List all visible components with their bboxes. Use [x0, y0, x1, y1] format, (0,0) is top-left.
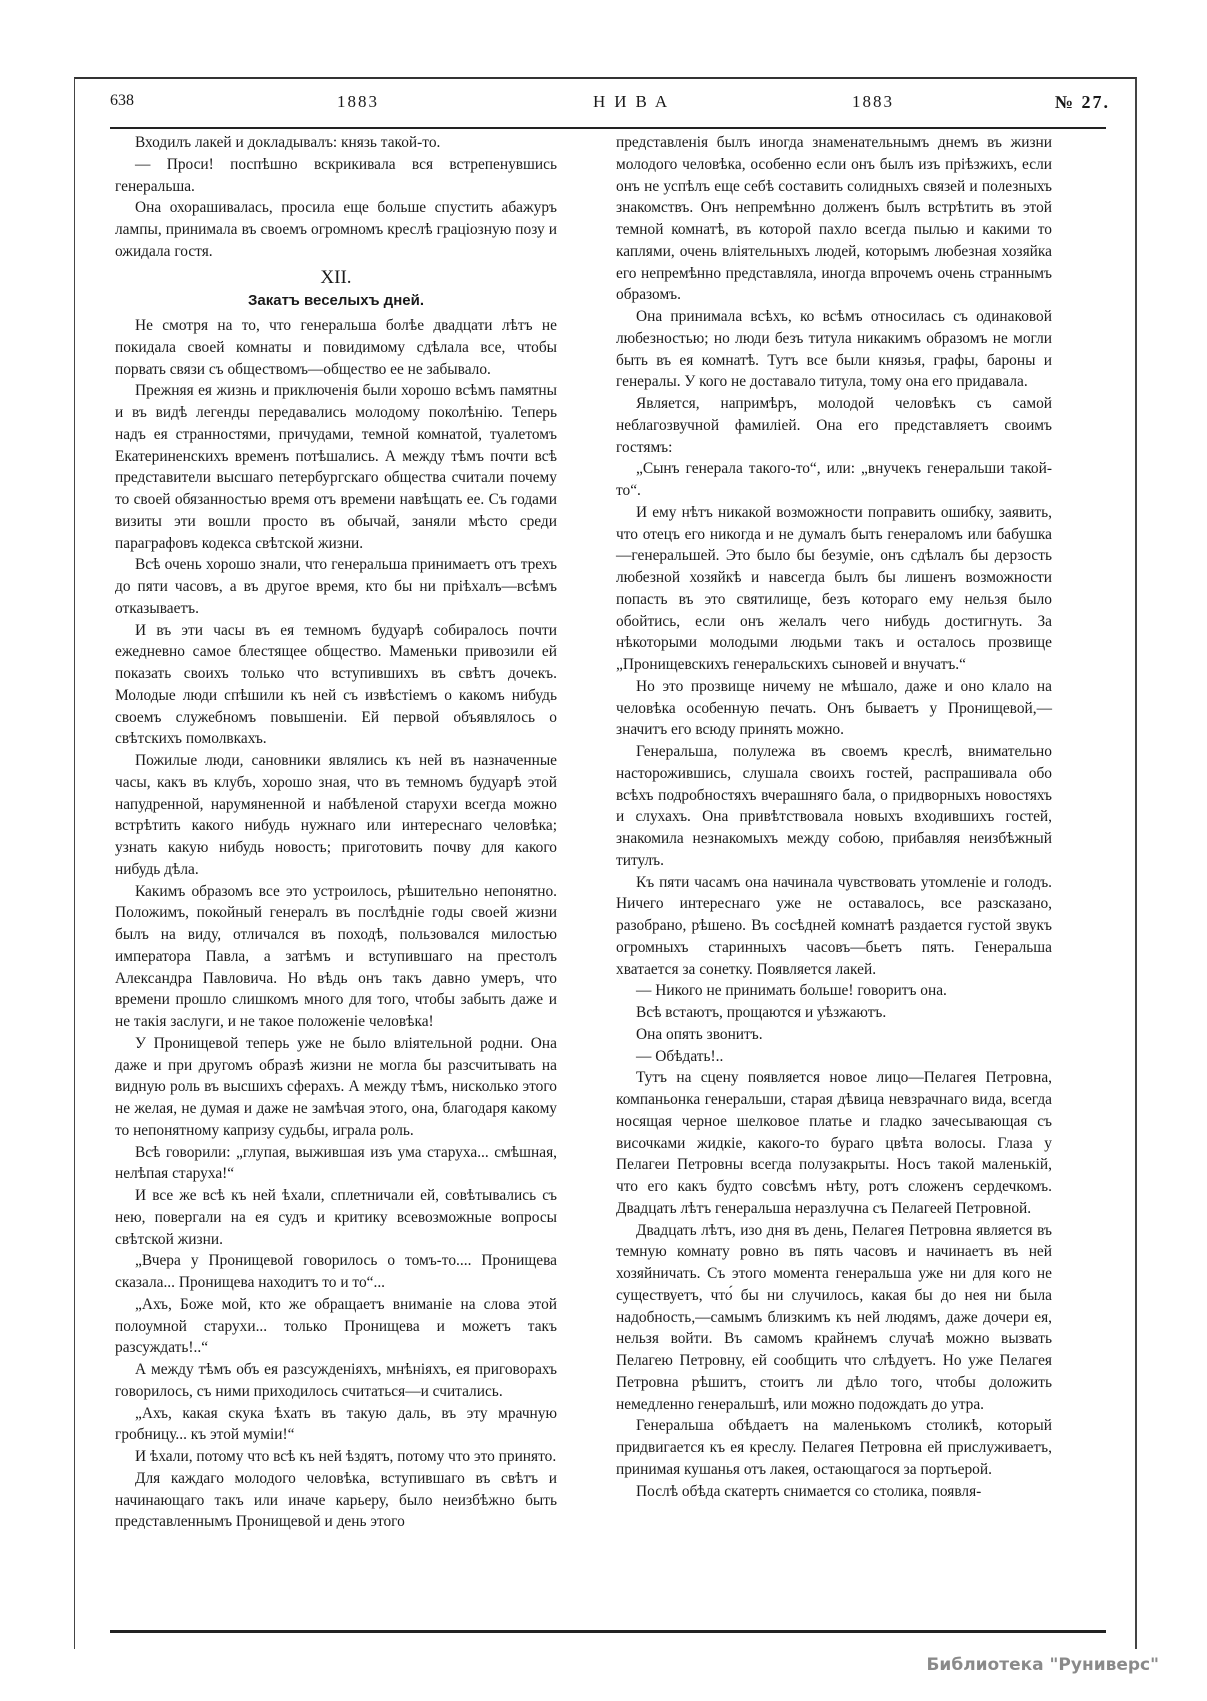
paragraph: Всѣ говорили: „глупая, выжившая изъ ума старуха... смѣшная, нелѣпая старуха!“: [115, 1143, 557, 1183]
paragraph: Она принимала всѣхъ, ко всѣмъ относилась съ одинаковой любезностью; но люди безъ титула никакимъ образомъ не могли быть въ ея комнатѣ. Тутъ все были князья, графы, бароны и генералы. У кого не доставало титула, тому она его придавала.: [616, 308, 1052, 391]
left-column: [115, 132, 557, 1533]
paragraph: Тутъ на сцену появляется новое лицо—Пелагея Петровна, компаньонка генеральши, старая дѣвица невзрачнаго вида, всегда носящая черное шелковое платье и гладко зачесывающая съ височками жидкіе, какого-то бураго цвѣта волосы. Глаза у Пелагеи Петровны всегда полузакрыты. Носъ такой маленькій, что его какъ будто совсѣмъ нѣту, ротъ сложенъ сердечкомъ. Двадцать лѣтъ генеральша неразлучна съ Пелагеей Петровной.: [616, 1069, 1052, 1217]
paragraph: И ѣхали, потому что всѣ къ ней ѣздятъ, потому что это принято.: [135, 1448, 557, 1465]
paragraph: И ему нѣтъ никакой возможности поправить ошибку, заявить, что отецъ его никогда и не думалъ быть генераломъ или бабушка—генеральшей. Это было бы безуміе, онъ сдѣлалъ бы дерзость любезной хозяйкѣ и навсегда былъ бы лишенъ возможности попасть въ это святилище, безъ котораго ему нельзя было обойтись, если онъ желалъ чего нибудь достигнуть. За нѣкоторыми молодыми людьми такъ и осталось прозвище „Пронищевскихъ генеральскихъ сыновей и внучатъ.“: [616, 503, 1052, 673]
paragraph: У Пронищевой теперь уже не было вліятельной родни. Она даже и при другомъ образѣ жизни не могла бы разсчитывать на видную роль въ высшихъ сферахъ. А между тѣмъ, нисколько этого не желая, не думая и даже не замѣчая этого, она, благодаря какому то непонятному капризу судьбы, играла роль.: [115, 1034, 557, 1139]
issue-number: № 27.: [1054, 92, 1110, 112]
paragraph: Генеральша обѣдаетъ на маленькомъ столикѣ, который придвигается къ ея креслу. Пелагея Петровна ей прислуживаетъ, принимая кушанья отъ лакея, остающагося за портьерой.: [616, 1417, 1052, 1478]
paragraph: Генеральша, полулежа въ своемъ креслѣ, внимательно насторожившись, слушала своихъ гостей, распрашивала обо всѣхъ подробностяхъ вчерашняго бала, о придворныхъ новостяхъ и слухахъ. Она привѣтствовала новыхъ входившихъ гостей, знакомила незнакомыхъ между собою, прибавляя неизбѣжный титулъ.: [616, 743, 1052, 869]
chapter-title: Закатъ веселыхъ дней.: [248, 292, 424, 310]
paragraph: Какимъ образомъ все это устроилось, рѣшительно непонятно. Положимъ, покойный генералъ въ послѣдніе годы своей жизни былъ на виду, отличался въ походѣ, пользовался милостью императора Павла, а затѣмъ и вступившаго на престолъ Александра Павловича. Но вѣдь онъ такъ давно умеръ, что времени прошло слишкомъ много для того, чтобы забыть даже и не такія заслуги, и не такое положеніе человѣка!: [115, 882, 557, 1030]
paragraph: Пожилые люди, сановники являлись къ ней въ назначенные часы, какъ въ клубъ, хорошо зная, что въ темномъ будуарѣ этой напудренной, нарумяненной и набѣленой старухи всегда можно встрѣтить какого нибудь нужнаго или интереснаго человѣка; узнать какую нибудь новость; приготовить почву для какого нибудь дѣла.: [115, 752, 557, 878]
paragraph: Всѣ встаютъ, прощаются и уѣзжаютъ.: [636, 1004, 887, 1021]
paragraph: Къ пяти часамъ она начинала чувствовать утомленіе и голодъ. Ничего интереснаго уже не оставалось, все разсказано, разобрано, рѣшено. Въ сосѣдней комнатѣ раздается густой звукъ огромныхъ старинныхъ часовъ—бьетъ пять. Генеральша хватается за сонетку. Появляется лакей.: [616, 873, 1052, 978]
paragraph: Она охорашивалась, просила еще больше спустить абажуръ лампы, принимала въ своемъ огромномъ креслѣ граціозную позу и ожидала гостя.: [115, 199, 557, 260]
paragraph: „Ахъ, какая скука ѣхать въ такую даль, въ эту мрачную гробницу... къ этой муміи!“: [115, 1404, 557, 1444]
right-column: [616, 132, 1052, 1502]
paragraph: А между тѣмъ объ ея разсужденіяхъ, мнѣніяхъ, ея приговорахъ говорилось, съ ними приходилось считаться—и считались.: [115, 1361, 557, 1400]
magazine-title: НИВА: [593, 92, 677, 111]
paragraph: „Сынъ генерала такого-то“, или: „внучекъ генеральши такой-то“.: [616, 460, 1052, 499]
paragraph: Входилъ лакей и докладывалъ: князь такой-то.: [135, 134, 441, 151]
paragraph-continuation: представленія былъ иногда знаменательнымъ днемъ въ жизни молодого человѣка, особенно если онъ былъ изъ пріѣзжихъ, если онъ не успѣлъ еще себѣ составить солидныхъ связей и полезныхъ знакомствъ. Онъ непремѣнно долженъ былъ встрѣтить въ этой темной комнатѣ, въ которой пахло всегда пылью и какими то каплями, очень вліятельныхъ людей, которымъ любезная хозяйка его непремѣнно представляла, иногда впрочемъ очень страннымъ образомъ.: [616, 134, 1052, 304]
paragraph: Не смотря на то, что генеральша болѣе двадцати лѣтъ не покидала своей комнаты и повидимому сдѣлала все, чтобы порвать связи съ обществомъ—общество ее не забывало.: [115, 317, 557, 378]
paragraph: Всѣ очень хорошо знали, что генеральша принимаетъ отъ трехъ до пяти часовъ, а въ другое время, кто бы ни пріѣхалъ—всѣмъ отказываетъ.: [115, 556, 557, 617]
paragraph: Послѣ обѣда скатерть снимается со столика, появля-: [636, 1482, 982, 1500]
bottom-rule: [110, 1630, 1106, 1633]
paragraph: Для каждаго молодого человѣка, вступившаго въ свѣтъ и начинающаго такъ или иначе карьеру, было неизбѣжно быть представленнымъ Пронищевой и день этого: [115, 1469, 557, 1531]
paragraph: — Проси! поспѣшно вскрикивала вся встрепенувшись генеральша.: [115, 155, 557, 195]
paragraph: Она опять звонитъ.: [636, 1025, 763, 1043]
page-number: 638: [110, 92, 134, 109]
paragraph: Прежняя ея жизнь и приключенія были хорошо всѣмъ памятны и въ видѣ легенды передавались молодому поколѣнію. Теперь надъ ея странностями, причудами, темной комнатой, туалетомъ Екатериненскихъ временъ потѣшались. А между тѣмъ почти всѣ представители высшаго петербургскаго общества считали почему то своей обязанностью время отъ времени навѣщать ее. Съ годами визиты эти вошли просто въ обычай, заняли мѣсто среди параграфовъ кодекса свѣтской жизни.: [115, 382, 557, 552]
chapter-number: XII.: [320, 266, 352, 288]
paragraph: Но это прозвище ничему не мѣшало, даже и оно клало на человѣка особенную печать. Онъ бываетъ у Пронищевой,—значитъ его всюду принять можно.: [616, 677, 1052, 739]
year-left: 1883: [337, 92, 379, 111]
year-right: 1883: [852, 92, 894, 111]
paragraph: — Никого не принимать больше! говоритъ она.: [636, 982, 947, 1000]
paragraph: „Вчера у Пронищевой говорилось о томъ-то.... Пронищева сказала... Пронищева находитъ то и то“...: [115, 1252, 557, 1291]
library-watermark: Библиотека "Руниверс": [926, 1655, 1159, 1675]
page-header: [110, 92, 1110, 126]
header-rule: [110, 127, 1106, 129]
paragraph: Двадцать лѣтъ, изо дня въ день, Пелагея Петровна является въ темную комнату ровно въ пять часовъ и начинаетъ въ ней хозяйничать. Съ этого момента генеральша уже ни для кого не существуетъ, что́ бы ни случилось, какая бы до нея ни была надобность,—самымъ близкимъ къ ней людямъ, даже дочери ея, нельзя войти. Въ самомъ крайнемъ случаѣ можно вызвать Пелагею Петровну, ей сообщить что слѣдуетъ. Но уже Пелагея Петровна рѣшитъ, стоитъ ли дѣло того, чтобы доложить немедленно генеральшѣ, или можно подождать до утра.: [616, 1221, 1052, 1413]
paragraph: „Ахъ, Боже мой, кто же обращаетъ вниманіе на слова этой полоумной старухи... только Пронищева и можетъ такъ разсуждать!..“: [115, 1295, 557, 1357]
paragraph: И все же всѣ къ ней ѣхали, сплетничали ей, совѣтывались съ нею, повергали на ея судъ и критику всевозможные вопросы свѣтской жизни.: [115, 1187, 557, 1248]
paragraph: Является, напримѣръ, молодой человѣкъ съ самой неблагозвучной фамиліей. Она его представляетъ своимъ гостямъ:: [616, 395, 1052, 456]
paragraph: И въ эти часы въ ея темномъ будуарѣ собиралось почти ежедневно самое блестящее общество. Маменьки привозили ей показать своихъ только что вступившихъ въ свѣтъ дочекъ. Молодые люди спѣшили къ ней съ извѣстіемъ о какомъ нибудь своемъ служебномъ повышеніи. Ей первой объявлялось о свѣтскихъ помолвкахъ.: [115, 621, 557, 748]
paragraph: — Обѣдать!..: [636, 1047, 724, 1065]
